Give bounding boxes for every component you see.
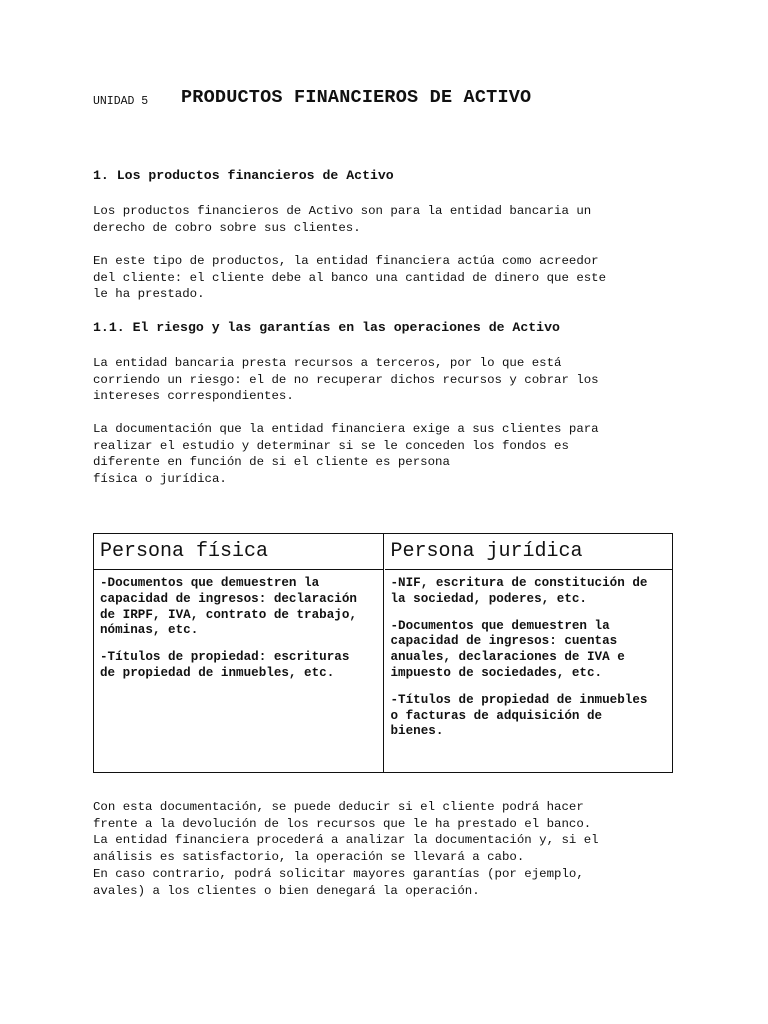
text-line: bienes. bbox=[390, 724, 444, 739]
paragraph bbox=[93, 203, 673, 236]
text-line: derecho de cobro sobre sus clientes. bbox=[93, 220, 361, 235]
text-line: nóminas, etc. bbox=[100, 623, 199, 638]
table-column-persona-juridica bbox=[385, 534, 673, 772]
text-line: de propiedad de inmuebles, etc. bbox=[100, 665, 335, 680]
text-line: capacidad de ingresos: cuentas bbox=[390, 634, 618, 649]
table-header-persona-juridica: Persona jurídica bbox=[385, 534, 673, 570]
section-heading-1: 1. Los productos financieros de Activo bbox=[93, 168, 394, 183]
documentation-table bbox=[93, 533, 673, 773]
text-line: capacidad de ingresos: declaración bbox=[100, 591, 357, 606]
text-line: le ha prestado. bbox=[93, 287, 205, 302]
text-line: -Títulos de propiedad: escrituras bbox=[100, 650, 350, 665]
table-cell-persona-juridica bbox=[385, 570, 673, 740]
unit-label: UNIDAD 5 bbox=[93, 95, 149, 108]
table-item bbox=[100, 650, 378, 682]
text-line: física o jurídica. bbox=[93, 472, 227, 487]
text-line: Con esta documentación, se puede deducir si el cliente podrá hacer bbox=[93, 800, 584, 814]
text-line: realizar el estudio y determinar si se le conceden los fondos es bbox=[93, 438, 569, 453]
table-cell-persona-fisica bbox=[94, 570, 383, 682]
text-line: Los productos financieros de Activo son para la entidad bancaria un bbox=[93, 204, 592, 218]
table-item bbox=[391, 693, 668, 740]
text-line: del cliente: el cliente debe al banco una cantidad de dinero que este bbox=[93, 270, 607, 285]
text-line: En caso contrario, podrá solicitar mayores garantías (por ejemplo, bbox=[93, 866, 584, 881]
text-line: diferente en función de si el cliente es persona bbox=[93, 455, 450, 470]
page-title: PRODUCTOS FINANCIEROS DE ACTIVO bbox=[181, 87, 532, 108]
paragraph bbox=[93, 355, 673, 405]
paragraph bbox=[93, 421, 673, 488]
text-line: corriendo un riesgo: el de no recuperar dichos recursos y cobrar los bbox=[93, 372, 599, 387]
text-line: -Títulos de propiedad de inmuebles bbox=[390, 692, 648, 707]
table-header-persona-fisica: Persona física bbox=[94, 534, 383, 570]
table-item bbox=[100, 576, 378, 639]
section-heading-1-1: 1.1. El riesgo y las garantías en las operaciones de Activo bbox=[93, 320, 560, 335]
text-line: impuesto de sociedades, etc. bbox=[390, 665, 603, 680]
text-line: En este tipo de productos, la entidad financiera actúa como acreedor bbox=[93, 254, 599, 268]
text-line: -Documentos que demuestren la bbox=[390, 618, 610, 633]
text-line: -Documentos que demuestren la bbox=[100, 576, 320, 590]
text-line: o facturas de adquisición de bbox=[390, 708, 603, 723]
table-item bbox=[391, 576, 668, 608]
text-line: La entidad bancaria presta recursos a terceros, por lo que está bbox=[93, 356, 562, 370]
table-item bbox=[391, 619, 668, 682]
text-line: análisis es satisfactorio, la operación se llevará a cabo. bbox=[93, 850, 525, 865]
closing-paragraph bbox=[93, 799, 673, 899]
text-line: -NIF, escritura de constitución de bbox=[390, 576, 648, 590]
text-line: La documentación que la entidad financiera exige a sus clientes para bbox=[93, 422, 599, 436]
text-line: frente a la devolución de los recursos que le ha prestado el banco. bbox=[93, 816, 592, 831]
text-line: intereses correspondientes. bbox=[93, 389, 294, 404]
paragraph bbox=[93, 253, 673, 303]
text-line: de IRPF, IVA, contrato de trabajo, bbox=[100, 607, 357, 622]
text-line: anuales, declaraciones de IVA e bbox=[390, 650, 625, 665]
text-line: La entidad financiera procederá a analizar la documentación y, si el bbox=[93, 833, 599, 848]
text-line: avales) a los clientes o bien denegará la operación. bbox=[93, 883, 480, 898]
table-column-persona-fisica bbox=[94, 534, 384, 772]
text-line: la sociedad, poderes, etc. bbox=[390, 591, 587, 606]
